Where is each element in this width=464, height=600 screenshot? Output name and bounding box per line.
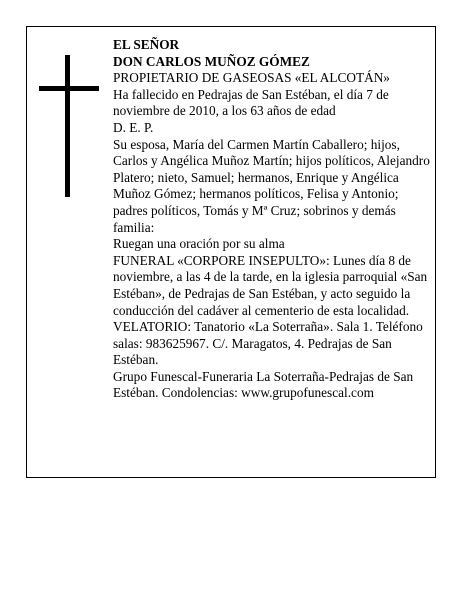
funeral-details: FUNERAL «CORPORE INSEPULTO»: Lunes día 8 de noviembre, a las 4 de la tarde, en la iglesia parroquial «San Estéban», de Pedrajas de San Estéban, y acto seguido la conducción del cadáver al cementerio de esta localidad.: [113, 252, 428, 318]
cross-icon: [39, 55, 99, 197]
deceased-name: DON CARLOS MUÑOZ GÓMEZ: [113, 53, 310, 69]
cross-horizontal-bar: [39, 86, 99, 91]
rip-abbreviation: D. E. P.: [113, 119, 154, 135]
obituary-text: [113, 37, 431, 402]
funeral-home-contact: Grupo Funescal-Funeraria La Soterraña-Pedrajas de San Estéban. Condolencias: www.grupofunescal.com: [113, 368, 414, 401]
heading-line-1: EL SEÑOR: [113, 37, 180, 52]
family-list: Su esposa, María del Carmen Martín Caballero; hijos, Carlos y Angélica Muñoz Martín; hijos políticos, Alejandro Platero; nieto, Samuel; hermanos, Enrique y Angélica Muñoz Gómez; hermanos políticos, Felisa y Antonio; padres políticos, Tomás y Mª Cruz; sobrinos y demás familia:: [113, 136, 430, 235]
prayer-request: Ruegan una oración por su alma: [113, 236, 285, 252]
death-details: Ha fallecido en Pedrajas de San Estéban, el día 7 de noviembre de 2010, a los 63 años de edad: [113, 86, 389, 119]
cross-vertical-bar: [65, 55, 70, 197]
wake-details: VELATORIO: Tanatorio «La Soterraña». Sala 1. Teléfono salas: 983625967. C/. Maragatos, 4. Pedrajas de San Estéban.: [113, 319, 423, 368]
deceased-occupation: PROPIETARIO DE GASEOSAS «EL ALCOTÁN»: [113, 70, 390, 86]
